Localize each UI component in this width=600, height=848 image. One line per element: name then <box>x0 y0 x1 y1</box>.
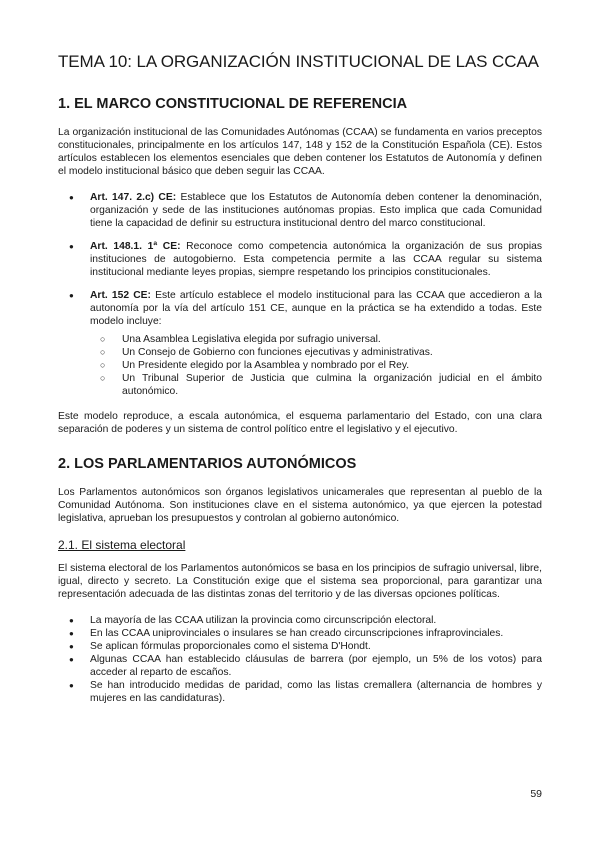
article-text: Este artículo establece el modelo institucional para las CCAA que accedieron a la autonomía por la vía del artículo 151 CE, aunque en la práctica se ha extendido a todas. Este modelo incluye: <box>90 290 542 327</box>
model-sublist <box>90 333 542 398</box>
list-item <box>58 240 542 279</box>
section-2-heading: 2. LOS PARLAMENTARIOS AUTONÓMICOS <box>58 456 357 472</box>
section-1-heading: 1. EL MARCO CONSTITUCIONAL DE REFERENCIA <box>58 96 408 112</box>
list-item: ● La mayoría de las CCAA utilizan la provincia como circunscripción electoral. <box>58 614 542 627</box>
page-title: TEMA 10: LA ORGANIZACIÓN INSTITUCIONAL DE LAS CCAA <box>58 52 539 71</box>
sublist-item: ○ Una Asamblea Legislativa elegida por sufragio universal. <box>90 333 542 346</box>
list-item <box>58 289 542 398</box>
subsection-heading: 2.1. El sistema electoral <box>58 538 186 552</box>
sublist-item: ○ Un Tribunal Superior de Justicia que culmina la organización judicial en el ámbito autonómico. <box>90 372 542 398</box>
sublist-item: ○ Un Presidente elegido por la Asamblea y nombrado por el Rey. <box>90 359 542 372</box>
article-list <box>58 191 542 398</box>
section-1-intro: La organización institucional de las Comunidades Autónomas (CCAA) se fundamenta en varios preceptos constitucionales, principalmente en los artículos 147, 148 y 152 de la Constitución Española (CE). Estos artículos establecen los elementos esenciales que deben contener los Estatutos de Autonomía y definen el modelo institucional básico que deben seguir las CCAA. <box>58 127 542 177</box>
page-number: 59 <box>530 788 542 800</box>
list-item: ● Algunas CCAA han establecido cláusulas de barrera (por ejemplo, un 5% de los votos) para acceder al reparto de escaños. <box>58 653 542 679</box>
section-1-closing: Este modelo reproduce, a escala autonómica, el esquema parlamentario del Estado, con una clara separación de poderes y un sistema de control político entre el legislativo y el ejecutivo. <box>58 411 542 435</box>
section-2-intro: Los Parlamentos autonómicos son órganos legislativos unicamerales que representan al pueblo de la Comunidad Autónoma. Son instituciones clave en el sistema autonómico, ya que ejercen la potestad legislativa, aprueban los presupuestos y controlan al gobierno autonómico. <box>58 487 542 524</box>
article-label: Art. 147. 2.c) CE: <box>90 192 177 203</box>
document-page <box>58 52 542 717</box>
list-item: ● Se han introducido medidas de paridad, como las listas cremallera (alternancia de hombres y mujeres en las candidaturas). <box>58 679 542 705</box>
article-label: Art. 152 CE: <box>90 290 151 301</box>
sublist-item: ○ Un Consejo de Gobierno con funciones ejecutivas y administrativas. <box>90 346 542 359</box>
article-text: Establece que los Estatutos de Autonomía deben contener la denominación, organización y sede de las instituciones autónomas propias. Esto implica que cada Comunidad tiene la capacidad de definir su estructura institucional dentro del marco constitucional. <box>90 192 542 229</box>
article-label: Art. 148.1. 1ª CE: <box>90 241 181 252</box>
subsection-intro: El sistema electoral de los Parlamentos autonómicos se basa en los principios de sufragio universal, libre, igual, directo y secreto. La Constitución exige que el sistema sea proporcional, para garantizar una representación adecuada de las distintas zonas del territorio y de las diversas opciones políticas. <box>58 563 542 600</box>
list-item: ● En las CCAA uniprovinciales o insulares se han creado circunscripciones infraprovinciales. <box>58 627 542 640</box>
article-text: Reconoce como competencia autonómica la organización de sus propias instituciones de autogobierno. Esta competencia permite a las CCAA regular su sistema institucional mediante leyes propias, siempre respetando los principios constitucionales. <box>90 241 543 278</box>
electoral-list <box>58 614 542 705</box>
list-item <box>58 191 542 230</box>
list-item: ● Se aplican fórmulas proporcionales como el sistema D'Hondt. <box>58 640 542 653</box>
